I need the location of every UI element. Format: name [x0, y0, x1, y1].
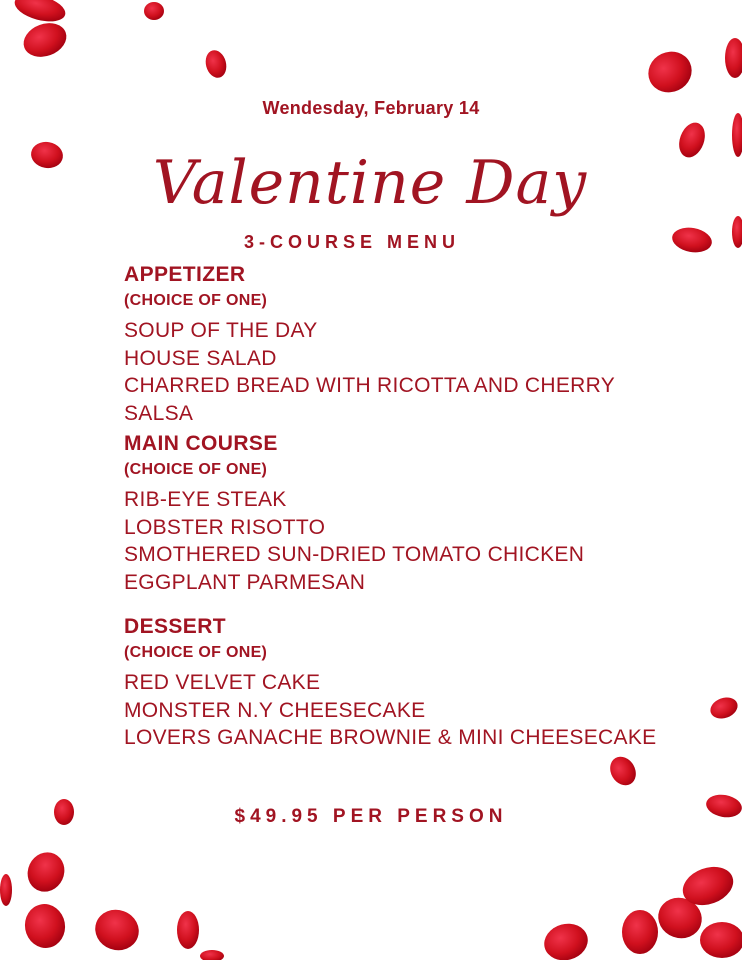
section-appetizer — [124, 262, 724, 427]
rose-petal — [700, 922, 742, 958]
section-title: MAIN COURSE — [124, 432, 278, 455]
section-main-course — [124, 431, 724, 596]
rose-petal — [21, 901, 68, 951]
event-date: Wendesday, February 14 — [262, 98, 480, 118]
rose-petal — [540, 919, 592, 960]
menu-item: HOUSE SALAD — [124, 346, 277, 370]
rose-petal — [605, 752, 641, 790]
rose-petal — [19, 17, 71, 62]
menu-item: LOVERS GANACHE BROWNIE & MINI CHEESECAKE — [124, 726, 657, 749]
rose-petal — [732, 113, 742, 157]
menu-item: EGGPLANT PARMESAN — [124, 570, 366, 594]
menu-item: RIB-EYE STEAK — [124, 488, 287, 511]
rose-petal — [203, 48, 230, 80]
rose-petal — [642, 45, 699, 100]
menu-item: SMOTHERED SUN-DRIED TOMATO CHICKEN — [124, 543, 585, 566]
rose-petal — [200, 950, 224, 960]
rose-petal — [677, 860, 738, 912]
section-title: DESSERT — [124, 615, 226, 638]
rose-petal — [21, 846, 71, 897]
menu-item: MONSTER N.Y CHEESECAKE — [124, 698, 426, 722]
rose-petal — [670, 225, 714, 256]
rose-petal — [12, 0, 68, 26]
price-per-person: $49.95 PER PERSON — [234, 806, 508, 827]
section-note: (CHOICE OF ONE) — [124, 292, 268, 309]
rose-petal — [29, 139, 65, 170]
section-dessert — [124, 614, 724, 752]
rose-petal — [0, 874, 12, 906]
menu-item: CHARRED BREAD WITH RICOTTA AND CHERRY — [124, 374, 616, 397]
menu-item: SALSA — [124, 401, 194, 425]
menu-title: Valentine Day — [152, 148, 588, 218]
menu-item: LOBSTER RISOTTO — [124, 515, 326, 539]
rose-petal — [732, 216, 742, 248]
rose-petal — [89, 904, 144, 957]
rose-petal — [725, 38, 742, 78]
rose-petal — [177, 911, 199, 949]
menu-item: RED VELVET CAKE — [124, 671, 321, 694]
section-note: (CHOICE OF ONE) — [124, 461, 268, 478]
rose-petal — [652, 892, 707, 945]
menu-item: SOUP OF THE DAY — [124, 319, 318, 342]
section-note: (CHOICE OF ONE) — [124, 644, 268, 661]
menu-subtitle: 3-COURSE MENU — [244, 232, 461, 252]
section-title: APPETIZER — [124, 263, 246, 286]
menu-sections — [124, 262, 724, 752]
rose-petal — [144, 2, 164, 20]
rose-petal — [622, 910, 658, 954]
rose-petal — [675, 119, 710, 161]
